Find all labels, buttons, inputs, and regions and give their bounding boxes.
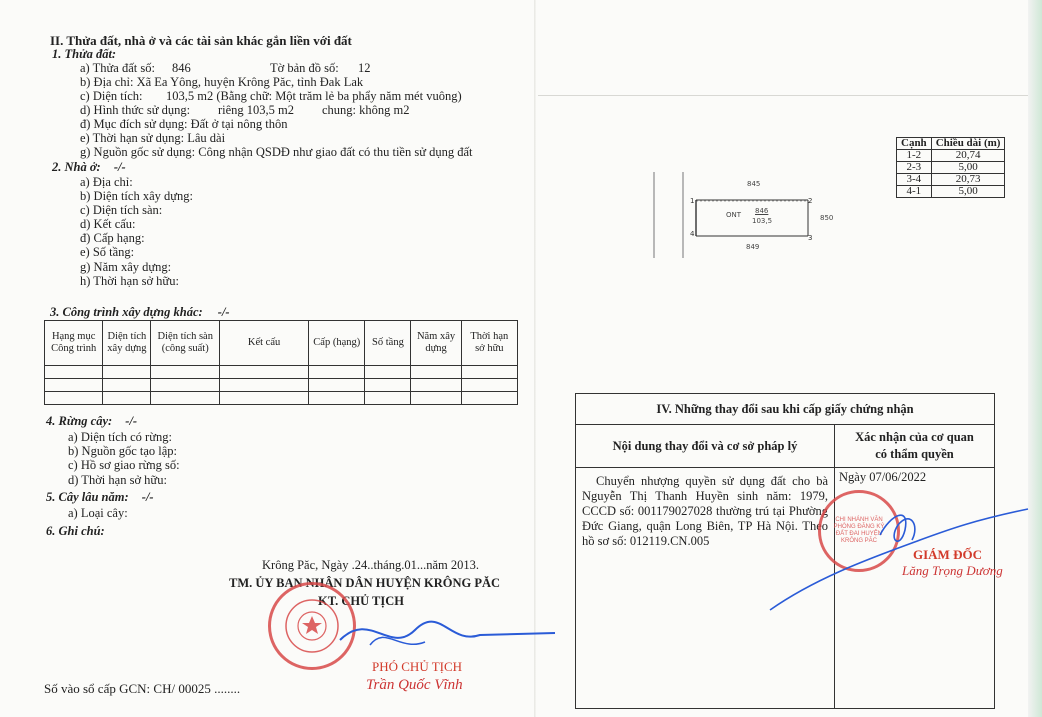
forest-item: b) Nguồn gốc tạo lập: (68, 444, 178, 459)
table-row (897, 150, 1005, 162)
forest-items (68, 430, 180, 487)
changes-col2-header (835, 425, 994, 468)
sign-role: KT. CHỦ TỊCH (318, 594, 405, 608)
area-label: c) Diện tích: (80, 89, 143, 103)
col-header: Hạng mục Công trình (45, 321, 103, 366)
house-item: đ) Cấp hạng: (80, 231, 145, 246)
table-row (45, 392, 518, 405)
sign-org: TM. ỦY BAN NHÂN DÂN HUYỆN KRÔNG PĂC (229, 576, 501, 590)
house-item: c) Diện tích sàn: (80, 203, 163, 218)
table-row (897, 186, 1005, 198)
table-row (45, 379, 518, 392)
col-header: Cạnh (897, 138, 932, 150)
length-table-header (897, 138, 1005, 150)
sketch-parcel-code: ONT (726, 211, 742, 219)
house-item: b) Diện tích xây dựng: (80, 189, 194, 204)
house-item: g) Năm xây dựng: (80, 259, 172, 274)
edge-cell: 3-4 (897, 174, 932, 186)
section-2-title: II. Thửa đất, nhà ở và các tài sản khác gắn liền với đất (50, 33, 352, 48)
construction-table-header (45, 321, 518, 366)
sketch-label-bottom: 849 (746, 243, 760, 251)
address: b) Địa chỉ: Xã Ea Yông, huyện Krông Păc, tỉnh Đak Lak (80, 75, 364, 89)
perennial-title-text: 5. Cây lâu năm: (46, 490, 129, 504)
forest-title (46, 414, 137, 428)
director-name: Lăng Trọng Dương (902, 563, 1003, 578)
changes-title: IV. Những thay đổi sau khi cấp giấy chứng nhận (576, 394, 994, 425)
house-title-text: 2. Nhà ở: (52, 160, 101, 174)
map-value: 12 (358, 61, 371, 75)
house-items (80, 175, 193, 288)
edge-cell: 1-2 (897, 150, 932, 162)
perennial-title (46, 490, 154, 504)
area-value: 103,5 m2 (Bằng chữ: Một trăm lẻ ba phẩy năm mét vuông) (166, 89, 462, 103)
col-header: Kết cấu (220, 321, 309, 366)
edge-cell: 2-3 (897, 162, 932, 174)
land-title: 1. Thửa đất: (52, 47, 117, 61)
table-row (897, 162, 1005, 174)
map-label: Tờ bản đồ số: (270, 61, 339, 75)
duration: e) Thời hạn sử dụng: Lâu dài (80, 131, 226, 145)
director-title: GIÁM ĐỐC (913, 547, 982, 562)
sketch-parcel-area: 103,5 (752, 217, 773, 225)
sketch-parcel-no: 846 (755, 207, 769, 215)
house-item: h) Thời hạn sở hữu: (80, 273, 179, 288)
sketch-label-right: 850 (820, 214, 834, 222)
col-header: Năm xây dựng (411, 321, 461, 366)
stamp-text: CHI NHÁNH VĂN PHÒNG ĐĂNG KÝ ĐẤT ĐAI HUYỆN KRÔNG PĂC (833, 517, 885, 544)
page-fold-horizontal (538, 95, 1042, 96)
forest-item: a) Diện tích có rừng: (68, 430, 172, 444)
length-cell: 5,00 (931, 186, 1005, 198)
length-cell: 20,73 (931, 174, 1005, 186)
col-header: Diện tích xây dựng (103, 321, 151, 366)
col-header: Cấp (hạng) (309, 321, 365, 366)
parcel-value: 846 (172, 61, 191, 75)
length-cell: 5,00 (931, 162, 1005, 174)
forest-item: c) Hồ sơ giao rừng số: (68, 458, 180, 473)
sketch-label-top: 845 (747, 180, 761, 188)
changes-content: Chuyển nhượng quyền sử dụng đất cho bà Nguyễn Thị Thanh Huyền sinh năm: 1979, CCCD số: 001179027028 thường trú tại Phường Đức Giang, quận Long Biên, TP Hà Nội. Theo hồ sơ số: 012119.CN.005 (582, 474, 828, 548)
col-header: Thời hạn sở hữu (461, 321, 517, 366)
origin: g) Nguồn gốc sử dụng: Công nhận QSDĐ như giao đất có thu tiền sử dụng đất (80, 145, 473, 159)
table-row (45, 366, 518, 379)
house-item: e) Số tầng: (80, 245, 135, 260)
sketch-corner-2: 2 (808, 197, 813, 205)
changes-col1-header: Nội dung thay đổi và cơ sở pháp lý (576, 425, 834, 468)
col-header: Số tầng (365, 321, 411, 366)
forest-item: d) Thời hạn sở hữu: (68, 472, 167, 487)
changes-col2-header-line1: Xác nhận của cơ quan (855, 430, 974, 444)
changes-col2-header-line2: có thẩm quyền (875, 447, 954, 461)
forest-title-text: 4. Rừng cây: (46, 414, 113, 428)
register-number: Số vào sổ cấp GCN: CH/ 00025 ........ (44, 681, 241, 696)
forest-dash: -/- (125, 414, 138, 428)
perennial-dash: -/- (141, 490, 154, 504)
sign-name: Trần Quốc Vĩnh (366, 677, 463, 693)
house-dash: -/- (113, 160, 126, 174)
construction-title-text: 3. Công trình xây dựng khác: (50, 305, 203, 319)
note-title: 6. Ghi chú: (46, 524, 105, 538)
confirm-date: Ngày 07/06/2022 (839, 470, 927, 484)
page-edge (1028, 0, 1042, 717)
construction-dash: -/- (217, 305, 230, 319)
house-item: a) Địa chỉ: (80, 175, 133, 189)
sketch-corner-3: 3 (808, 234, 813, 242)
table-row (897, 174, 1005, 186)
col-header: Chiều dài (m) (931, 138, 1005, 150)
house-title (52, 160, 126, 174)
sketch-corner-4: 4 (690, 230, 695, 238)
sign-date: Krông Păc, Ngày .24..tháng.01...năm 2013. (262, 558, 479, 572)
signature-right-icon (760, 495, 1030, 615)
ownership-common: chung: không m2 (322, 103, 410, 117)
perennial-item: a) Loại cây: (68, 506, 128, 520)
parcel-label: a) Thửa đất số: (80, 61, 155, 75)
purpose: đ) Mục đích sử dụng: Đất ở tại nông thôn (80, 117, 288, 131)
house-item: d) Kết cấu: (80, 217, 136, 232)
length-cell: 20,74 (931, 150, 1005, 162)
construction-table (44, 320, 518, 405)
sketch-corner-1: 1 (690, 197, 695, 205)
edge-cell: 4-1 (897, 186, 932, 198)
sign-title: PHÓ CHỦ TỊCH (372, 659, 463, 674)
col-header: Diện tích sàn (công suất) (151, 321, 220, 366)
construction-title (50, 305, 230, 319)
ownership-label: d) Hình thức sử dụng: (80, 103, 191, 117)
ownership-private: riêng 103,5 m2 (218, 103, 295, 117)
edge-length-table (896, 137, 1005, 198)
